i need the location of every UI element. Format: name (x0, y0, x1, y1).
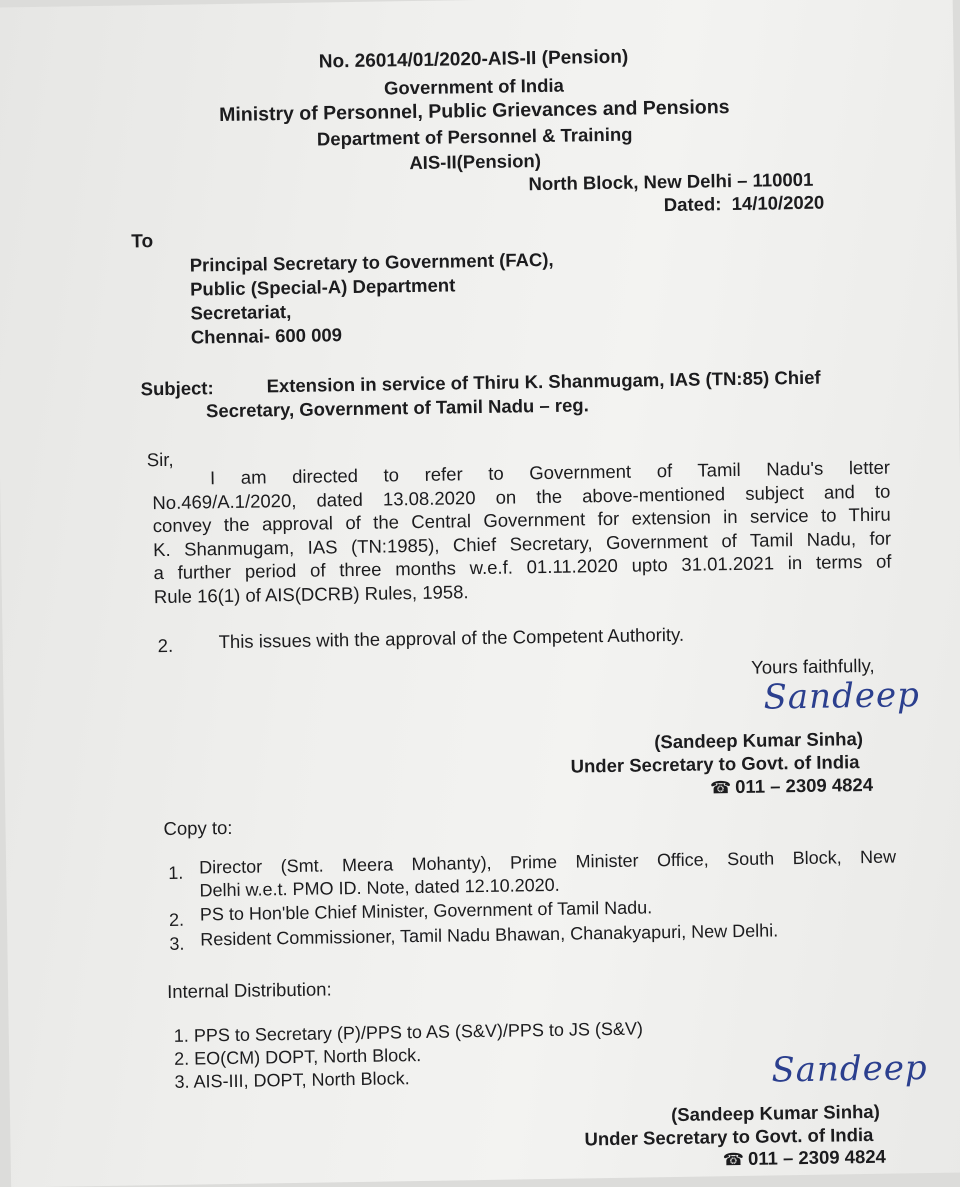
copy-to-item-text: Resident Commissioner, Tamil Nadu Bhawan, Chanakyapuri, New Delhi. (200, 920, 779, 950)
paragraph-1 (152, 456, 892, 609)
signatory-phone (723, 1146, 886, 1171)
department-line: Department of Personnel & Training (316, 123, 633, 150)
closing-text: Yours faithfully, (750, 654, 875, 678)
telephone-icon: ☎ (709, 778, 732, 798)
distribution-item-text: PPS to Secretary (P)/PPS to AS (S&V)/PPS to JS (S&V) (193, 1018, 644, 1046)
signatory-designation: Under Secretary to Govt. of India (570, 751, 860, 777)
phone-number: 011 – 2309 4824 (734, 773, 874, 798)
distribution-item-text: AIS-III, DOPT, North Block. (193, 1068, 410, 1092)
subject-line: Secretary, Government of Tamil Nadu – reg. (205, 394, 589, 422)
paragraph-2-number: 2. (157, 634, 174, 657)
to-line: Public (Special-A) Department (189, 274, 456, 300)
dated-value: 14/10/2020 (731, 191, 825, 215)
copy-to-item-text: Director (Smt. Meera Mohanty), Prime Minister Office, South Block, New (199, 846, 897, 878)
copy-to-item-text: PS to Hon'ble Chief Minister, Government of Tamil Nadu. (199, 897, 653, 925)
copy-to-item-text: Delhi w.e.t. PMO ID. Note, dated 12.10.2020. (199, 874, 560, 901)
government-line: Government of India (383, 74, 565, 99)
distribution-item (174, 1019, 643, 1047)
subject-line: Extension in service of Thiru K. Shanmugam, IAS (TN:85) Chief (266, 366, 821, 397)
paragraph-line: a further period of three months w.e.f. 01.11.2020 upto 31.01.2021 in terms of (153, 550, 892, 584)
to-line: Chennai- 600 009 (190, 324, 343, 348)
copy-to-label: Copy to: (163, 816, 233, 840)
to-line: Secretariat, (190, 300, 292, 324)
copy-to-item-number: 1. (168, 862, 184, 883)
signatory-name: (Sandeep Kumar Sinha) (670, 1100, 880, 1126)
distribution-item-number: 2. (174, 1048, 190, 1069)
telephone-icon: ☎ (722, 1149, 745, 1170)
paragraph-line: No.469/A.1/2020, dated 13.08.2020 on the above-mentioned subject and to (152, 480, 891, 513)
signatory-phone (710, 774, 873, 799)
paragraph-line: Rule 16(1) of AIS(DCRB) Rules, 1958. (153, 580, 469, 607)
paragraph-2-text: This issues with the approval of the Competent Authority. (218, 623, 685, 653)
to-label: To (131, 231, 154, 253)
distribution-item (174, 1045, 421, 1070)
location-line: North Block, New Delhi – 110001 (528, 168, 814, 195)
subject-label: Subject: (140, 377, 214, 400)
dated-label: Dated: (663, 193, 722, 216)
distribution-item-number: 3. (174, 1071, 190, 1092)
paragraph-line: K. Shanmugam, IAS (TN:1985), Chief Secretary, Government of Tamil Nadu, for (153, 527, 892, 560)
signature-handwritten: Sandeep (763, 675, 921, 718)
salutation: Sir, (146, 448, 174, 471)
date-line (664, 192, 825, 217)
distribution-item-number: 1. (173, 1025, 189, 1046)
signatory-name: (Sandeep Kumar Sinha) (654, 728, 864, 753)
phone-number: 011 – 2309 4824 (747, 1145, 887, 1169)
to-line: Principal Secretary to Government (FAC), (189, 248, 554, 276)
distribution-item-text: EO(CM) DOPT, North Block. (194, 1044, 422, 1069)
reference-number: No. 26014/01/2020-AIS-II (Pension) (318, 46, 629, 73)
internal-distribution-label: Internal Distribution: (166, 978, 332, 1002)
section-line: AIS-II(Pension) (409, 150, 542, 174)
signature-handwritten: Sandeep (771, 1048, 928, 1091)
ministry-line: Ministry of Personnel, Public Grievances and Pensions (218, 96, 730, 127)
signatory-designation: Under Secretary to Govt. of India (584, 1123, 874, 1150)
copy-to-item-number: 3. (169, 933, 185, 954)
distribution-item (174, 1068, 409, 1093)
copy-to-item-number: 2. (168, 909, 185, 930)
paragraph-line: convey the approval of the Central Government for extension in service to Thiru (152, 503, 891, 537)
paragraph-line: I am directed to refer to Government of Tamil Nadu's letter (209, 456, 891, 489)
